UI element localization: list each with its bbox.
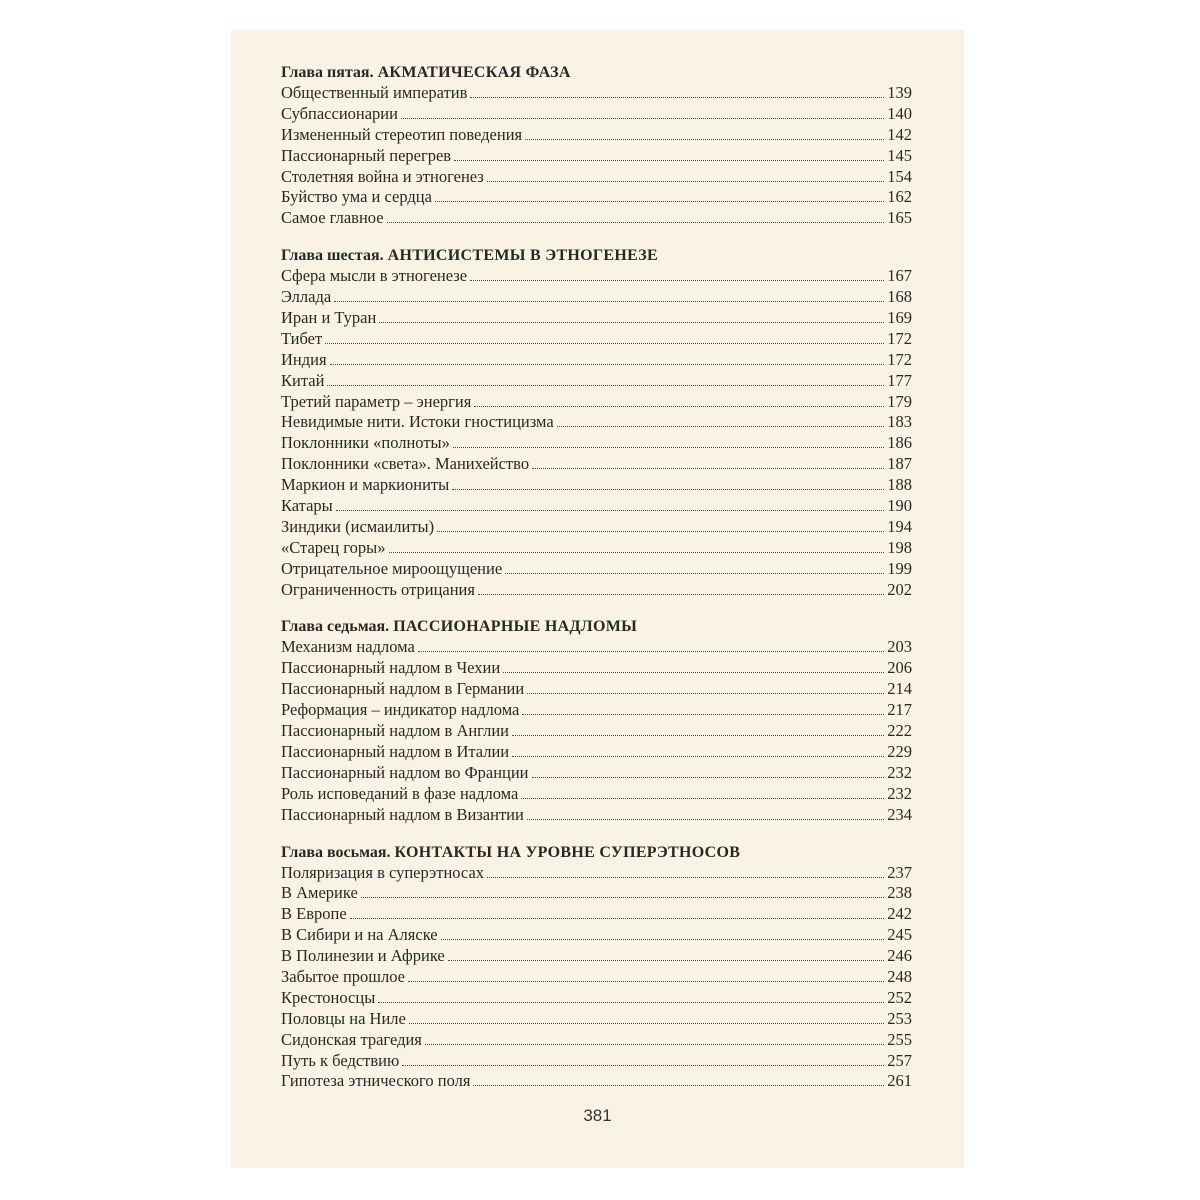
- dot-leader: [350, 918, 885, 919]
- dot-leader: [448, 960, 885, 961]
- toc-entry-page: 214: [887, 679, 912, 699]
- dot-leader: [478, 594, 884, 595]
- toc-entry: [281, 1030, 912, 1051]
- dot-leader: [336, 510, 884, 511]
- toc-entry-title: Третий параметр – энергия: [281, 391, 472, 411]
- toc-entry: [281, 700, 912, 721]
- toc-entry-title: Пассионарный надлом в Англии: [281, 721, 510, 741]
- dot-leader: [453, 447, 884, 448]
- toc-entry: [281, 266, 912, 287]
- toc-entry-title: «Старец горы»: [281, 537, 386, 557]
- toc-entry-page: 206: [887, 658, 912, 678]
- dot-leader: [435, 201, 884, 202]
- toc-entry: [281, 559, 912, 580]
- toc-entry: [281, 83, 912, 104]
- toc-entry-title: Сфера мысли в этногенезе: [281, 266, 468, 286]
- toc-entry-title: Тибет: [281, 328, 323, 348]
- toc-entry-page: 248: [887, 966, 912, 986]
- toc-entry-page: 190: [887, 496, 912, 516]
- toc-entry-title: Маркион и маркиониты: [281, 475, 450, 495]
- toc-entry-title: Поляризация в суперэтносах: [281, 862, 485, 882]
- toc-entry-page: 168: [887, 287, 912, 307]
- toc-entry-title: Самое главное: [281, 208, 384, 228]
- toc-entry-title: Эллада: [281, 287, 332, 307]
- toc-entry: [281, 925, 912, 946]
- toc-entry: [281, 308, 912, 329]
- toc-entry-title: Катары: [281, 496, 333, 516]
- toc-entry: [281, 412, 912, 433]
- table-of-contents: [281, 62, 912, 1108]
- dot-leader: [408, 981, 884, 982]
- dot-leader: [470, 280, 884, 281]
- toc-entry: [281, 784, 912, 805]
- toc-entry-page: 140: [887, 103, 912, 123]
- toc-entry-page: 245: [887, 925, 912, 945]
- dot-leader: [532, 777, 885, 778]
- toc-entry: [281, 329, 912, 350]
- toc-entry: [281, 146, 912, 167]
- toc-entry-page: 199: [887, 558, 912, 578]
- toc-entry-page: 142: [887, 124, 912, 144]
- toc-entry: [281, 496, 912, 517]
- toc-entry-title: Субпассионарии: [281, 103, 398, 123]
- toc-entry-page: 154: [887, 166, 912, 186]
- toc-entry-page: 194: [887, 516, 912, 536]
- toc-entry-title: Гипотеза этнического поля: [281, 1071, 471, 1091]
- chapter-heading: [281, 842, 912, 863]
- toc-entry-page: 139: [887, 83, 912, 102]
- toc-entry-title: Механизм надлома: [281, 637, 415, 657]
- toc-entry-title: В Сибири и на Аляске: [281, 925, 438, 945]
- toc-entry-page: 172: [887, 328, 912, 348]
- chapter-label: Глава восьмая.: [281, 843, 391, 861]
- toc-entry: [281, 187, 912, 208]
- dot-leader: [527, 693, 884, 694]
- toc-entry-title: Пассионарный надлом в Италии: [281, 741, 510, 761]
- toc-entry-title: Реформация – индикатор надлома: [281, 700, 520, 720]
- toc-entry-title: Поклонники «света». Манихейство: [281, 454, 530, 474]
- toc-entry-title: В Европе: [281, 904, 347, 924]
- toc-entry-title: Отрицательное мироощущение: [281, 558, 503, 578]
- toc-entry-page: 217: [887, 700, 912, 720]
- toc-entry: [281, 167, 912, 188]
- toc-entry-page: 177: [887, 370, 912, 390]
- toc-entry: [281, 371, 912, 392]
- toc-entry-title: Китай: [281, 370, 325, 390]
- dot-leader: [409, 1023, 884, 1024]
- dot-leader: [503, 672, 884, 673]
- chapter-title: КОНТАКТЫ НА УРОВНЕ СУПЕРЭТНОСОВ: [394, 843, 741, 861]
- toc-entry-page: 198: [887, 537, 912, 557]
- toc-entry-page: 261: [887, 1071, 912, 1091]
- dot-leader: [522, 714, 884, 715]
- toc-entry: [281, 580, 912, 601]
- toc-entry: [281, 988, 912, 1009]
- toc-entry: [281, 967, 912, 988]
- toc-entry-page: 203: [887, 637, 912, 657]
- toc-entry: [281, 637, 912, 658]
- chapter-label: Глава пятая.: [281, 64, 374, 81]
- toc-entry-title: Поклонники «полноты»: [281, 433, 450, 453]
- toc-entry: [281, 883, 912, 904]
- toc-entry: [281, 1051, 912, 1072]
- book-page: [231, 30, 964, 1168]
- dot-leader: [334, 301, 884, 302]
- toc-entry-title: В Полинезии и Африке: [281, 946, 445, 966]
- toc-entry-page: 165: [887, 208, 912, 228]
- toc-entry: [281, 1071, 912, 1092]
- toc-entry-title: Половцы на Ниле: [281, 1008, 406, 1028]
- toc-entry: [281, 721, 912, 742]
- toc-entry-page: 222: [887, 721, 912, 741]
- dot-leader: [505, 573, 884, 574]
- toc-entry: [281, 208, 912, 229]
- dot-leader: [418, 651, 884, 652]
- chapter-heading: [281, 616, 912, 637]
- toc-entry-page: 229: [887, 741, 912, 761]
- toc-entry-title: Пассионарный надлом во Франции: [281, 762, 529, 782]
- toc-entry-page: 172: [887, 349, 912, 369]
- page-number: 381: [583, 1106, 612, 1125]
- toc-entry-title: Пассионарный надлом в Чехии: [281, 658, 501, 678]
- chapter-label: Глава седьмая.: [281, 618, 390, 636]
- dot-leader: [487, 181, 884, 182]
- toc-entry-title: Зиндики (исмаилиты): [281, 516, 435, 536]
- dot-leader: [525, 139, 884, 140]
- toc-entry-title: Роль исповеданий в фазе надлома: [281, 783, 519, 803]
- toc-entry: [281, 805, 912, 826]
- toc-entry-page: 242: [887, 904, 912, 924]
- toc-entry: [281, 475, 912, 496]
- dot-leader: [437, 531, 884, 532]
- dot-leader: [325, 343, 884, 344]
- dot-leader: [512, 735, 884, 736]
- toc-entry-page: 234: [887, 804, 912, 824]
- toc-entry-page: 232: [887, 762, 912, 782]
- toc-entry-title: Путь к бедствию: [281, 1050, 400, 1070]
- toc-entry-page: 169: [887, 308, 912, 328]
- toc-entry-page: 188: [887, 475, 912, 495]
- toc-entry-title: Пассионарный надлом в Византии: [281, 804, 524, 824]
- toc-entry-page: 232: [887, 783, 912, 803]
- dot-leader: [557, 426, 885, 427]
- chapter-title: АКМАТИЧЕСКАЯ ФАЗА: [377, 64, 571, 81]
- toc-entry: [281, 1009, 912, 1030]
- toc-entry-page: 202: [887, 579, 912, 599]
- toc-entry-page: 257: [887, 1050, 912, 1070]
- toc-entry: [281, 287, 912, 308]
- toc-entry-page: 179: [887, 391, 912, 411]
- toc-entry: [281, 125, 912, 146]
- dot-leader: [387, 222, 885, 223]
- toc-entry-title: Пассионарный перегрев: [281, 145, 452, 165]
- chapter-label: Глава шестая.: [281, 247, 384, 265]
- dot-leader: [470, 97, 884, 98]
- dot-leader: [454, 160, 884, 161]
- toc-entry-page: 252: [887, 987, 912, 1007]
- toc-entry-title: Индия: [281, 349, 327, 369]
- toc-entry-page: 253: [887, 1008, 912, 1028]
- toc-entry-title: Ограниченность отрицания: [281, 579, 475, 599]
- dot-leader: [487, 877, 884, 878]
- toc-entry: [281, 454, 912, 475]
- toc-entry-page: 145: [887, 145, 912, 165]
- toc-entry-title: Иран и Туран: [281, 308, 377, 328]
- chapter-section: [281, 842, 912, 1093]
- dot-leader: [327, 385, 884, 386]
- chapter-section: [281, 62, 912, 229]
- dot-leader: [379, 322, 884, 323]
- dot-leader: [378, 1002, 884, 1003]
- toc-entry: [281, 863, 912, 884]
- toc-entry: [281, 517, 912, 538]
- toc-entry-title: Крестоносцы: [281, 987, 376, 1007]
- chapter-title: АНТИСИСТЕМЫ В ЭТНОГЕНЕЗЕ: [387, 247, 659, 265]
- toc-entry-page: 238: [887, 883, 912, 903]
- toc-entry: [281, 104, 912, 125]
- toc-entry-page: 246: [887, 946, 912, 966]
- dot-leader: [330, 364, 885, 365]
- toc-entry-page: 183: [887, 412, 912, 432]
- dot-leader: [425, 1044, 884, 1045]
- toc-entry: [281, 904, 912, 925]
- dot-leader: [532, 468, 884, 469]
- dot-leader: [361, 897, 884, 898]
- toc-entry-title: Невидимые нити. Истоки гностицизма: [281, 412, 554, 432]
- toc-entry-page: 186: [887, 433, 912, 453]
- toc-entry: [281, 350, 912, 371]
- toc-entry-title: Столетняя война и этногенез: [281, 166, 484, 186]
- chapter-section: [281, 245, 912, 600]
- toc-entry: [281, 679, 912, 700]
- toc-entry-title: Забытое прошлое: [281, 966, 406, 986]
- chapter-heading: [281, 62, 912, 83]
- chapter-section: [281, 616, 912, 825]
- dot-leader: [474, 406, 884, 407]
- toc-entry-title: Пассионарный надлом в Германии: [281, 679, 525, 699]
- dot-leader: [452, 489, 884, 490]
- dot-leader: [473, 1085, 884, 1086]
- dot-leader: [401, 118, 884, 119]
- toc-entry-page: 255: [887, 1029, 912, 1049]
- toc-entry-page: 167: [887, 266, 912, 286]
- toc-entry-title: Измененный стереотип поведения: [281, 124, 523, 144]
- toc-entry: [281, 433, 912, 454]
- toc-entry: [281, 946, 912, 967]
- dot-leader: [389, 552, 885, 553]
- dot-leader: [521, 798, 884, 799]
- toc-entry-title: В Америке: [281, 883, 358, 903]
- dot-leader: [527, 819, 884, 820]
- dot-leader: [441, 939, 885, 940]
- toc-entry: [281, 742, 912, 763]
- toc-entry-page: 162: [887, 187, 912, 207]
- toc-entry-title: Общественный императив: [281, 83, 468, 102]
- toc-entry: [281, 763, 912, 784]
- dot-leader: [512, 756, 884, 757]
- chapter-heading: [281, 245, 912, 266]
- toc-entry: [281, 538, 912, 559]
- toc-entry-page: 187: [887, 454, 912, 474]
- toc-entry-page: 237: [887, 862, 912, 882]
- dot-leader: [402, 1065, 884, 1066]
- toc-entry-title: Буйство ума и сердца: [281, 187, 432, 207]
- toc-entry-title: Сидонская трагедия: [281, 1029, 422, 1049]
- chapter-title: ПАССИОНАРНЫЕ НАДЛОМЫ: [393, 618, 638, 636]
- toc-entry: [281, 658, 912, 679]
- toc-entry: [281, 392, 912, 413]
